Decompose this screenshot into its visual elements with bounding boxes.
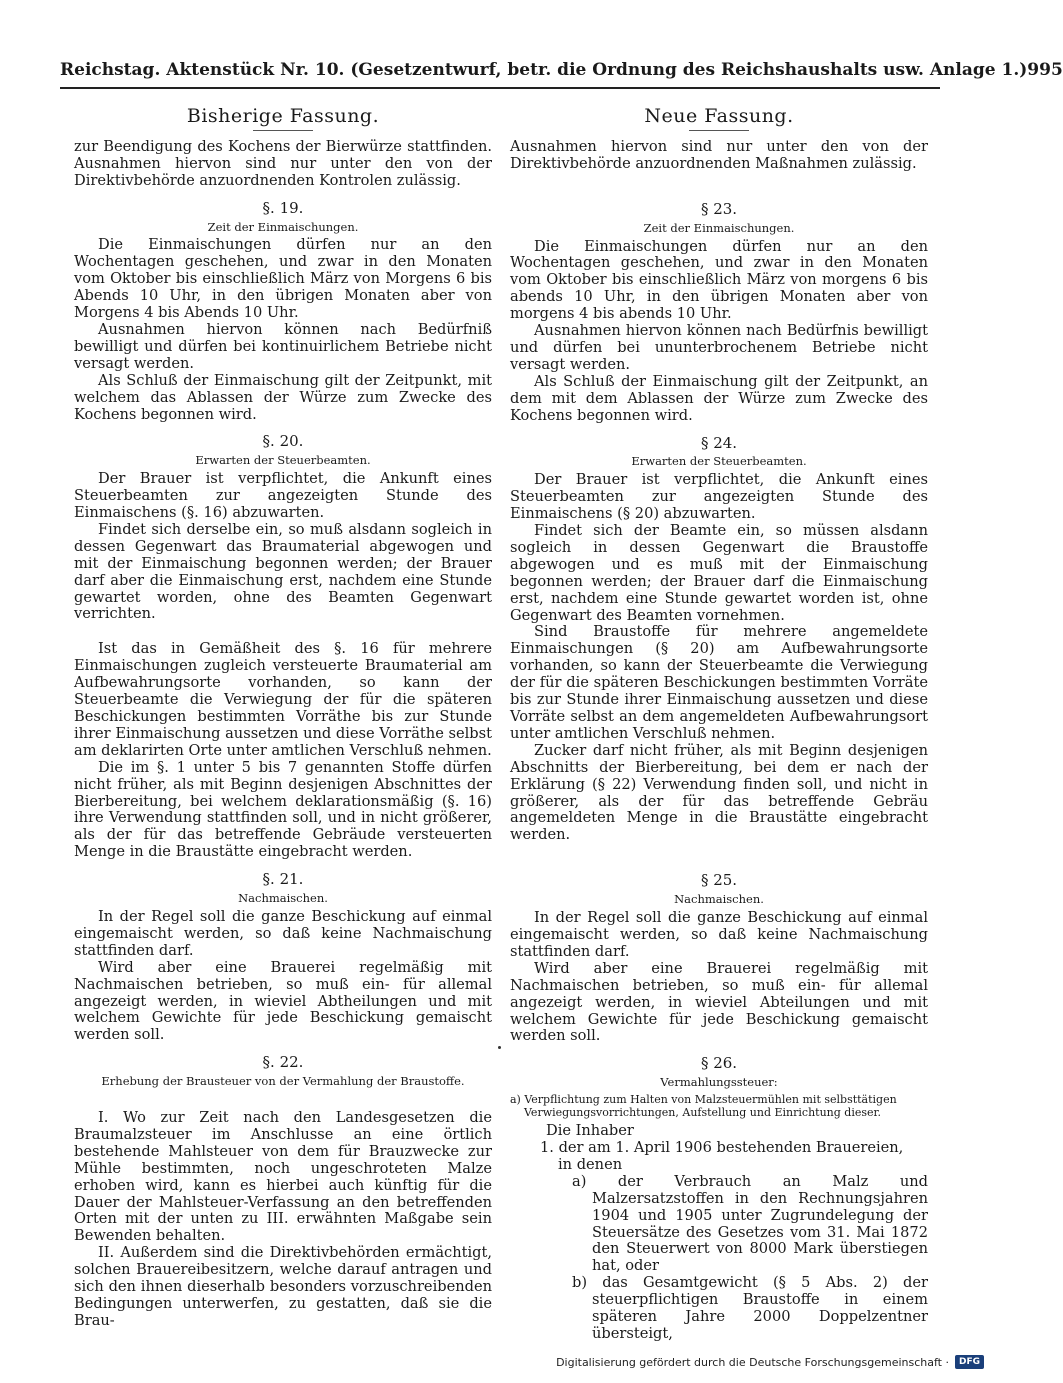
page-number: 995 — [1027, 60, 1063, 80]
paragraph: Als Schluß der Einmaischung gilt der Zeitpunkt, mit welchem das Ablassen der Würze zum Zwecke des Kochens begonnen wird. — [74, 371, 492, 423]
running-head-title: Reichstag. Aktenstück Nr. 10. (Gesetzentwurf, betr. die Ordnung des Reichshaushalts usw. Anlage 1.) — [60, 60, 1028, 80]
spacer — [510, 844, 928, 862]
paragraph: Die Einmaischungen dürfen nur an den Wochentagen geschehen, und zwar in den Monaten vom Oktober bis einschließlich März von Morgens 6 bis Abends 10 Uhr, in den übrigen Monaten aber von Morgens 4 bis Abends 10 Uhr. — [74, 236, 492, 322]
list-item: 1. der am 1. April 1906 bestehenden Brauereien, — [540, 1139, 904, 1157]
paragraph: II. Außerdem sind die Direktivbehörden ermächtigt, solchen Brauereibesitzern, welche darauf antragen und sich den ihnen dieserhalb besonders vorzuschreibenden Bedingungen unterwerfen, zu gestatten, daß sie die Brau- — [74, 1244, 492, 1329]
continuation-paragraph: zur Beendigung des Kochens der Bierwürze stattfinden. Ausnahmen hiervon sind nur unter den von der Direktivbehörde anzuordnenden Kontrolen zulässig. — [74, 137, 492, 189]
paragraph: Die im §. 1 unter 5 bis 7 genannten Stoffe dürfen nicht früher, als mit Beginn desjenigen Abschnittes der Bierbereitung, bei welchem deklarationsmäßig (§. 16) ihre Verwendung stattfinden soll, und in nicht größerer, als der für das betreffende Gebräude versteuerten Menge in die Braustätte eingebracht werden. — [74, 758, 492, 861]
section-number: § 26. — [700, 1054, 738, 1073]
section-title: Erwarten der Steuerbeamten. — [195, 453, 371, 468]
section-number: § 25. — [700, 871, 738, 890]
paragraph: Wird aber eine Brauerei regelmäßig mit Nachmaischen betrieben, so muß ein- für allemal angezeigt werden, in wieviel Abtheilungen und mit welchem Gewichte für jede Beschickung gemaischt werden soll. — [74, 958, 492, 1044]
header-rule — [60, 87, 940, 89]
spacer — [74, 1092, 492, 1110]
column-title-right: Neue Fassung. — [644, 105, 794, 127]
column-new-version — [510, 105, 928, 1343]
section-number: § 24. — [700, 433, 738, 452]
spacer — [74, 623, 492, 641]
list-intro: Die Inhaber — [546, 1122, 634, 1140]
list-subitem: a) der Verbrauch an Malz und Malzersatzstoffen in den Rechnungsjahren 1904 und 1905 unter Zugrundelegung der Steuersätze des Gesetzes vom 31. Mai 1872 den Steuerwert von 8000 Mark überstiegen hat, oder — [572, 1172, 928, 1275]
paragraph: Die Einmaischungen dürfen nur an den Wochentagen geschehen, und zwar in den Monaten vom Oktober bis einschließlich März von morgens 6 bis abends 10 Uhr, in den übrigen Monaten aber von morgens 4 bis abends 10 Uhr. — [510, 237, 928, 323]
column-previous-version — [74, 105, 492, 1330]
section-title: Zeit der Einmaischungen. — [643, 220, 795, 235]
column-title-rule — [253, 130, 313, 131]
paragraph: Als Schluß der Einmaischung gilt der Zeitpunkt, an dem mit dem Ablassen der Würze zum Zwecke des Kochens begonnen wird. — [510, 372, 928, 424]
paragraph: Zucker darf nicht früher, als mit Beginn desjenigen Abschnitts der Bierbereitung, bei dem er nach der Erklärung (§ 22) Verwendung finden soll, und nicht in größerer, als der für das betreffende Gebräu angemeldeten Menge in die Braustätte eingebracht werden. — [510, 741, 928, 844]
section-number: §. 21. — [262, 870, 304, 889]
column-title-rule — [689, 130, 749, 131]
paragraph: In der Regel soll die ganze Beschickung auf einmal eingemaischt werden, so daß keine Nachmaischung stattfinden darf. — [510, 909, 928, 960]
paragraph: Ausnahmen hiervon können nach Bedürfnis bewilligt und dürfen bei ununterbrochenem Betriebe nicht versagt werden. — [510, 322, 928, 373]
paragraph: Sind Braustoffe für mehrere angemeldete Einmaischungen (§ 20) am Aufbewahrungsorte vorhanden, so kann der Steuerbeamte die Verwiegung der für die späteren Beschickungen bestimmten Vorräte bis zur Stunde ihrer Einmaischung aussetzen und diese Vorräte selbst an dem angemeldeten Aufbewahrungsort unter amtlichen Verschluß nehmen. — [510, 623, 928, 742]
paragraph: Ist das in Gemäßheit des §. 16 für mehrere Einmaischungen zugleich versteuerte Braumaterial am Aufbewahrungsorte vorhanden, so kann der Steuerbeamte die Verwiegung der für die späteren Beschickungen bestimmten Vorräthe bis zur Stunde ihrer Einmaischung aussetzen und diese Vorräthe selbst am deklarirten Orte unter amtlichen Verschluß nehmen. — [74, 640, 492, 759]
continuation-paragraph: Ausnahmen hiervon sind nur unter den von der Direktivbehörde anzuordnenden Maßnahmen zulässig. — [510, 137, 928, 172]
paragraph: Wird aber eine Brauerei regelmäßig mit Nachmaischen betrieben, so muß ein- für allemal angezeigt werden, in wieviel Abteilungen und mit welchem Gewichte für jede Beschickung gemaischt werden soll. — [510, 959, 928, 1045]
section-title: Zeit der Einmaischungen. — [207, 219, 359, 234]
digitization-credit — [556, 1355, 984, 1369]
section-title: Nachmaischen. — [674, 892, 764, 907]
paragraph: Findet sich derselbe ein, so muß alsdann sogleich in dessen Gegenwart das Braumaterial abgewogen und mit der Einmaischung begonnen werden; der Brauer darf aber die Einmaischung erst, nachdem eine Stunde gewartet worden, ohne des Beamten Gegenwart verrichten. — [74, 520, 492, 623]
section-number: §. 20. — [262, 432, 304, 451]
paragraph: In der Regel soll die ganze Beschickung auf einmal eingemaischt werden, so daß keine Nachmaischung stattfinden darf. — [74, 907, 492, 959]
paragraph: Der Brauer ist verpflichtet, die Ankunft eines Steuerbeamten zur angezeigten Stunde des Einmaischens (§. 16) abzuwarten. — [74, 470, 492, 522]
section-number: §. 19. — [262, 198, 304, 217]
margin-dot — [498, 1046, 501, 1049]
section-number: §. 22. — [262, 1053, 304, 1072]
list-item-continuation: in denen — [558, 1155, 623, 1173]
paragraph: I. Wo zur Zeit nach den Landesgesetzen die Braumalzsteuer im Anschlusse an eine örtlich bestehende Mahlsteuer von dem für Brauzwecke zur Mühle bestimmten, noch ungeschroteten Malze erhoben wird, kann es hierbei auch künftig für die Dauer der Mahlsteuer-Verfassung an den betreffenden Orten mit der unten zu III. erwähnten Maßgabe sein Bewenden behalten. — [74, 1109, 492, 1245]
section-title: Erwarten der Steuerbeamten. — [631, 454, 807, 469]
section-title: Vermahlungssteuer: — [660, 1075, 778, 1090]
paragraph: Ausnahmen hiervon können nach Bedürfniß bewilligt und dürfen bei kontinuirlichem Betriebe nicht versagt werden. — [74, 320, 492, 372]
list-subitem: b) das Gesamtgewicht (§ 5 Abs. 2) der steuerpflichtigen Braustoffe in einem späteren Jahre 2000 Doppelzentner übersteigt, — [572, 1274, 928, 1342]
section-title: Nachmaischen. — [238, 891, 328, 906]
paragraph: Der Brauer ist verpflichtet, die Ankunft eines Steuerbeamten zur angezeigten Stunde des Einmaischens (§ 20) abzuwarten. — [510, 471, 928, 523]
section-subtitle: a) Verpflichtung zum Halten von Malzsteuermühlen mit selbsttätigen Verwiegungsvorrichtungen, Aufstellung und Einrichtung dieser. — [510, 1093, 897, 1120]
dfg-logo: DFG — [955, 1355, 984, 1369]
running-head — [60, 60, 1063, 80]
spacer — [510, 173, 928, 191]
credit-text: Digitalisierung gefördert durch die Deutsche Forschungsgemeinschaft · — [556, 1355, 949, 1369]
section-number: § 23. — [700, 199, 738, 218]
column-title-left: Bisherige Fassung. — [186, 105, 380, 127]
section-title: Erhebung der Brausteuer von der Vermahlung der Braustoffe. — [101, 1074, 465, 1089]
paragraph: Findet sich der Beamte ein, so müssen alsdann sogleich in dessen Gegenwart die Braustoffe abgewogen und es muß mit der Einmaischung begonnen werden; der Brauer darf die Einmaischung erst, nachdem eine Stunde gewartet worden ist, ohne Gegenwart des Beamten vornehmen. — [510, 522, 928, 624]
